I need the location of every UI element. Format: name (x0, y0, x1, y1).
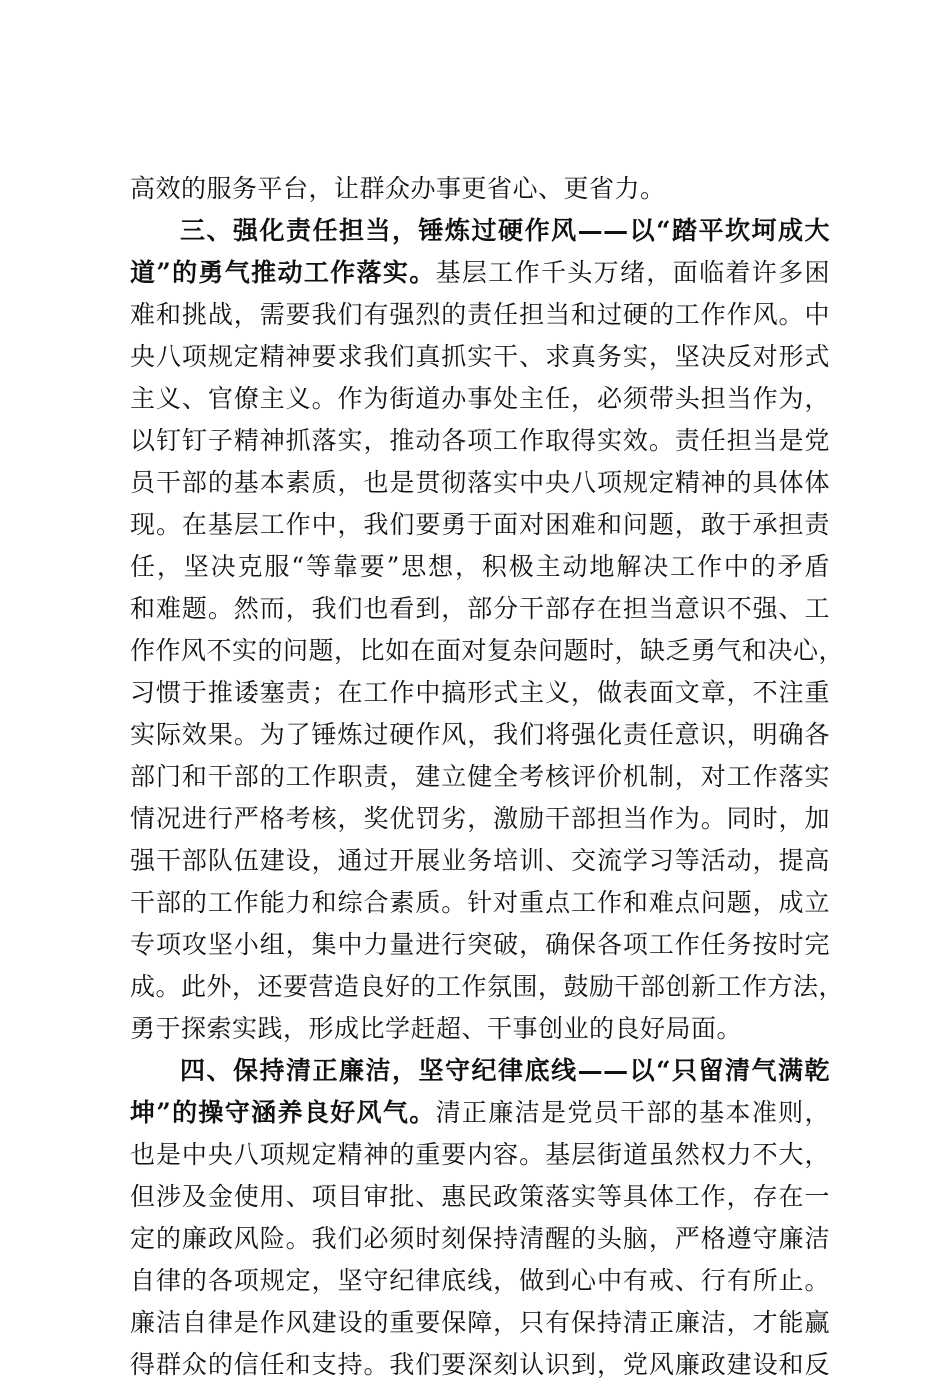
section3-line: 干部的工作能力和综合素质。针对重点工作和难点问题，成立 (130, 888, 830, 917)
section3-line: 强干部队伍建设，通过开展业务培训、交流学习等活动，提高 (130, 846, 830, 875)
section3-line: 任，坚决克服“等靠要”思想，积极主动地解决工作中的矛盾 (130, 552, 830, 581)
section3-line: 成。此外，还要营造良好的工作氛围，鼓励干部创新工作方法， (130, 972, 845, 1001)
section3-line: 以钉钉子精神抓落实，推动各项工作取得实效。责任担当是党 (130, 426, 830, 455)
section3-line: 实际效果。为了锤炼过硬作风，我们将强化责任意识，明确各 (130, 720, 830, 749)
section3-line: 作作风不实的问题，比如在面对复杂问题时，缺乏勇气和决心， (130, 636, 845, 665)
section3-line: 现。在基层工作中，我们要勇于面对困难和问题，敢于承担责 (130, 510, 830, 539)
section4-heading-line1: 四、保持清正廉洁，坚守纪律底线——以“只留清气满乾 (180, 1056, 830, 1085)
section3-line: 和难题。然而，我们也看到，部分干部存在担当意识不强、工 (130, 594, 830, 623)
section3-line2-rest: 基层工作千头万绪，面临着许多困 (435, 258, 830, 287)
section3-line: 央八项规定精神要求我们真抓实干、求真务实，坚决反对形式 (130, 342, 830, 371)
section4-line2-rest: 清正廉洁是党员干部的基本准则， (435, 1098, 830, 1127)
section4-heading-line2 (130, 1092, 830, 1134)
section3-line: 部门和干部的工作职责，建立健全考核评价机制，对工作落实 (130, 762, 830, 791)
section4-line: 得群众的信任和支持。我们要深刻认识到，党风廉政建设和反 (130, 1350, 830, 1379)
section3-heading-line2 (130, 252, 830, 294)
section3-line: 主义、官僚主义。作为街道办事处主任，必须带头担当作为， (130, 384, 830, 413)
section4-heading-end: 坤”的操守涵养良好风气。 (130, 1098, 436, 1127)
section4-line: 自律的各项规定，坚守纪律底线，做到心中有戒、行有所止。 (130, 1266, 830, 1295)
section3-line: 习惯于推诿塞责；在工作中搞形式主义，做表面文章，不注重 (130, 678, 830, 707)
section3-heading-line1: 三、强化责任担当，锤炼过硬作风——以“踏平坎坷成大 (180, 216, 830, 245)
intro-line: 高效的服务平台，让群众办事更省心、更省力。 (130, 174, 666, 203)
section3-heading-end: 道”的勇气推动工作落实。 (130, 258, 436, 287)
section3-line: 情况进行严格考核，奖优罚劣，激励干部担当作为。同时，加 (130, 804, 830, 833)
section3-line: 员干部的基本素质，也是贯彻落实中央八项规定精神的具体体 (130, 468, 830, 497)
section4-line: 也是中央八项规定精神的重要内容。基层街道虽然权力不大， (130, 1140, 830, 1169)
section3-line: 难和挑战，需要我们有强烈的责任担当和过硬的工作作风。中 (130, 300, 830, 329)
section4-line: 但涉及金使用、项目审批、惠民政策落实等具体工作，存在一 (130, 1182, 830, 1211)
section3-line: 勇于探索实践，形成比学赶超、干事创业的良好局面。 (130, 1014, 743, 1043)
section4-line: 定的廉政风险。我们必须时刻保持清醒的头脑，严格遵守廉洁 (130, 1224, 830, 1253)
section3-line: 专项攻坚小组，集中力量进行突破，确保各项工作任务按时完 (130, 930, 830, 959)
document-page (130, 168, 845, 1386)
section4-line: 廉洁自律是作风建设的重要保障，只有保持清正廉洁，才能赢 (130, 1308, 830, 1337)
